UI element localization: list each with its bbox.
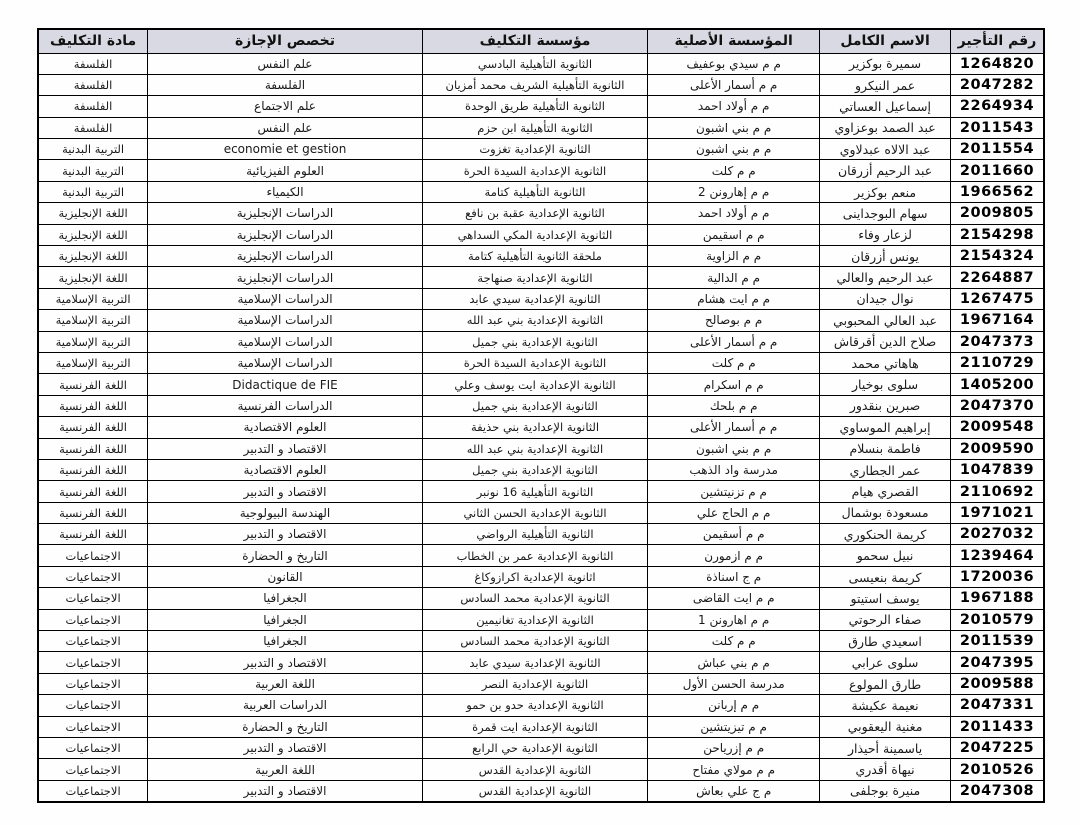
cell-original-institution: م م اهارونن 1 <box>648 609 820 630</box>
cell-full-name: نيهاة أقدري <box>820 759 951 780</box>
table-row <box>38 673 1044 694</box>
cell-full-name: سهام البوجداينى <box>820 203 951 224</box>
cell-reg-number: 2027032 <box>950 524 1044 545</box>
cell-assignment-institution: الثانوية الإعدادية تغانيمين <box>422 609 647 630</box>
table-row <box>38 74 1044 95</box>
cell-original-institution: م م الدالية <box>648 267 820 288</box>
cell-original-institution: م م ازمورن <box>648 545 820 566</box>
cell-assignment-institution: الثانوية التأهيلية طريق الوحدة <box>422 96 647 117</box>
cell-assignment-subject: الاجتماعيات <box>38 695 148 716</box>
cell-assignment-institution: ملحقة الثانوية التأهيلية كتامة <box>422 246 647 267</box>
cell-license-specialization: الدراسات الإنجليزية <box>148 224 423 245</box>
cell-full-name: نبيل سحمو <box>820 545 951 566</box>
cell-license-specialization: الاقتصاد و التدبير <box>148 780 423 801</box>
cell-full-name: عبد الالاه عبدلاوي <box>820 139 951 160</box>
cell-full-name: عبد الرحيم والعالي <box>820 267 951 288</box>
cell-reg-number: 1405200 <box>950 374 1044 395</box>
cell-reg-number: 2010579 <box>950 609 1044 630</box>
cell-assignment-subject: التربية البدنية <box>38 160 148 181</box>
cell-reg-number: 1264820 <box>950 53 1044 74</box>
table-row <box>38 695 1044 716</box>
cell-license-specialization: اللغة العربية <box>148 673 423 694</box>
cell-assignment-institution: الثانوية الإعدادية السيدة الحرة <box>422 352 647 373</box>
cell-full-name: يونس أزرقان <box>820 246 951 267</box>
cell-assignment-institution: الثانوية الإعدادية الحسن الثاني <box>422 502 647 523</box>
cell-assignment-institution: الثانوية الإعدادية القدس <box>422 759 647 780</box>
table-row <box>38 609 1044 630</box>
cell-assignment-subject: التربية البدنية <box>38 181 148 202</box>
column-header-reg-number: رقم التأجير <box>950 29 1044 53</box>
cell-assignment-subject: الاجتماعيات <box>38 716 148 737</box>
cell-original-institution: م م إزرياحن <box>648 738 820 759</box>
cell-original-institution: م م أسقيمن <box>648 524 820 545</box>
table-row <box>38 374 1044 395</box>
cell-assignment-subject: اللغة الفرنسية <box>38 374 148 395</box>
cell-assignment-subject: اللغة الفرنسية <box>38 459 148 480</box>
cell-license-specialization: التاريخ و الحضارة <box>148 545 423 566</box>
header-row <box>38 29 1044 53</box>
cell-full-name: عبد العالي المحبوبي <box>820 310 951 331</box>
cell-original-institution: م ج اسناذة <box>648 566 820 587</box>
cell-license-specialization: الدراسات الإنجليزية <box>148 203 423 224</box>
column-header-original-institution: المؤسسة الأصلية <box>648 29 820 53</box>
cell-assignment-institution: الثانوية الإعدادية بني جميل <box>422 395 647 416</box>
cell-original-institution: م م بلحك <box>648 395 820 416</box>
table-row <box>38 224 1044 245</box>
cell-assignment-institution: الثانوية الإعدادية بني عبد الله <box>422 438 647 459</box>
cell-assignment-institution: الثانوية الإعدادية بني جميل <box>422 331 647 352</box>
cell-full-name: منيرة بوجلفى <box>820 780 951 801</box>
cell-reg-number: 2009805 <box>950 203 1044 224</box>
cell-full-name: سميرة بوكزير <box>820 53 951 74</box>
cell-assignment-institution: الثانوية الإعدادية بني جميل <box>422 459 647 480</box>
cell-license-specialization: علم النفس <box>148 117 423 138</box>
column-header-full-name: الاسم الكامل <box>820 29 951 53</box>
cell-assignment-institution: الثانوية الإعدادية ايت يوسف وعلي <box>422 374 647 395</box>
cell-assignment-subject: اللغة الفرنسية <box>38 417 148 438</box>
cell-assignment-subject: الاجتماعيات <box>38 545 148 566</box>
cell-license-specialization: الاقتصاد و التدبير <box>148 438 423 459</box>
cell-license-specialization: الدراسات الإسلامية <box>148 310 423 331</box>
table-row <box>38 652 1044 673</box>
cell-assignment-institution: الثانوية الإعدادية السيدة الحرة <box>422 160 647 181</box>
cell-assignment-institution: الثانوية الإعدادية عمر بن الخطاب <box>422 545 647 566</box>
cell-reg-number: 2154324 <box>950 246 1044 267</box>
cell-assignment-institution: الثانوية الإعدادية سيدي عابد <box>422 288 647 309</box>
cell-reg-number: 2011554 <box>950 139 1044 160</box>
cell-assignment-subject: اللغة الإنجليزية <box>38 224 148 245</box>
cell-original-institution: م م بني اشبون <box>648 139 820 160</box>
cell-full-name: فاطمة بنسلام <box>820 438 951 459</box>
cell-full-name: نوال جيدان <box>820 288 951 309</box>
cell-full-name: القصري هيام <box>820 481 951 502</box>
cell-assignment-institution: الثانوية الإعدادية صنهاجة <box>422 267 647 288</box>
cell-assignment-subject: اللغة الإنجليزية <box>38 267 148 288</box>
cell-license-specialization: القانون <box>148 566 423 587</box>
cell-assignment-institution: الثانوية التأهيلية ابن حزم <box>422 117 647 138</box>
cell-license-specialization: العلوم الاقتصادية <box>148 459 423 480</box>
cell-license-specialization: الاقتصاد و التدبير <box>148 524 423 545</box>
table-row <box>38 246 1044 267</box>
cell-full-name: لزعار وفاء <box>820 224 951 245</box>
cell-license-specialization: الفلسفة <box>148 74 423 95</box>
cell-assignment-subject: التربية الإسلامية <box>38 288 148 309</box>
table-row <box>38 96 1044 117</box>
cell-license-specialization: الهندسة البيولوجية <box>148 502 423 523</box>
cell-original-institution: مدرسة واد الذهب <box>648 459 820 480</box>
cell-original-institution: م م سيدي بوعفيف <box>648 53 820 74</box>
cell-full-name: طارق المولوع <box>820 673 951 694</box>
cell-original-institution: م م أولاد احمد <box>648 203 820 224</box>
table-row <box>38 117 1044 138</box>
cell-license-specialization: الجغرافيا <box>148 588 423 609</box>
cell-full-name: منعم بوكزير <box>820 181 951 202</box>
cell-original-institution: م م الزاوية <box>648 246 820 267</box>
cell-assignment-institution: الثانوية التأهيلية كتامة <box>422 181 647 202</box>
cell-assignment-subject: اللغة الإنجليزية <box>38 246 148 267</box>
table-row <box>38 459 1044 480</box>
cell-full-name: صلاح الدين أقرقاش <box>820 331 951 352</box>
cell-assignment-subject: اللغة الإنجليزية <box>38 203 148 224</box>
cell-original-institution: م م مولاي مفتاح <box>648 759 820 780</box>
cell-original-institution: م م أسمار الأعلى <box>648 417 820 438</box>
cell-reg-number: 2009548 <box>950 417 1044 438</box>
cell-reg-number: 2047373 <box>950 331 1044 352</box>
cell-license-specialization: الدراسات الفرنسية <box>148 395 423 416</box>
cell-assignment-subject: اللغة الفرنسية <box>38 438 148 459</box>
cell-original-institution: م م ايت هشام <box>648 288 820 309</box>
cell-full-name: اسعيدي طارق <box>820 631 951 652</box>
cell-reg-number: 2047395 <box>950 652 1044 673</box>
cell-original-institution: م م أسمار الأعلى <box>648 331 820 352</box>
cell-assignment-subject: الاجتماعيات <box>38 759 148 780</box>
cell-original-institution: م م بني اشبون <box>648 117 820 138</box>
cell-reg-number: 2154298 <box>950 224 1044 245</box>
cell-license-specialization: الجغرافيا <box>148 609 423 630</box>
column-header-assignment-subject: مادة التكليف <box>38 29 148 53</box>
cell-reg-number: 2011543 <box>950 117 1044 138</box>
cell-reg-number: 2011433 <box>950 716 1044 737</box>
cell-full-name: ياسمينة أحيذار <box>820 738 951 759</box>
cell-reg-number: 1966562 <box>950 181 1044 202</box>
cell-reg-number: 2047282 <box>950 74 1044 95</box>
cell-original-institution: مدرسة الحسن الأول <box>648 673 820 694</box>
cell-license-specialization: economie et gestion <box>148 139 423 160</box>
cell-assignment-subject: الاجتماعيات <box>38 652 148 673</box>
cell-full-name: إبراهيم الموساوي <box>820 417 951 438</box>
cell-reg-number: 1971021 <box>950 502 1044 523</box>
cell-license-specialization: الاقتصاد و التدبير <box>148 738 423 759</box>
cell-reg-number: 1720036 <box>950 566 1044 587</box>
cell-assignment-subject: اللغة الفرنسية <box>38 524 148 545</box>
cell-assignment-institution: الثانوية الإعدادية سيدي عابد <box>422 652 647 673</box>
cell-reg-number: 2047308 <box>950 780 1044 801</box>
table-row <box>38 481 1044 502</box>
cell-assignment-subject: الاجتماعيات <box>38 631 148 652</box>
cell-full-name: هاهاتي محمد <box>820 352 951 373</box>
table-row <box>38 331 1044 352</box>
cell-original-institution: م م أسمار الأعلى <box>648 74 820 95</box>
cell-license-specialization: الاقتصاد و التدبير <box>148 652 423 673</box>
teacher-assignment-table <box>37 28 1045 803</box>
table-row <box>38 738 1044 759</box>
cell-original-institution: م م بوصالح <box>648 310 820 331</box>
cell-assignment-subject: الفلسفة <box>38 74 148 95</box>
cell-assignment-institution: الثانوية الإعدادية عقبة بن نافع <box>422 203 647 224</box>
cell-reg-number: 2110692 <box>950 481 1044 502</box>
cell-original-institution: م م تيزيتشين <box>648 716 820 737</box>
cell-original-institution: م م اسكرام <box>648 374 820 395</box>
cell-license-specialization: العلوم الاقتصادية <box>148 417 423 438</box>
cell-original-institution: م م كلت <box>648 631 820 652</box>
cell-reg-number: 1967188 <box>950 588 1044 609</box>
cell-full-name: نعيمة عكيشة <box>820 695 951 716</box>
cell-full-name: عبد الصمد بوعزاوي <box>820 117 951 138</box>
cell-license-specialization: الدراسات الإسلامية <box>148 288 423 309</box>
cell-assignment-institution: الثانوية الإعدادية بني عبد الله <box>422 310 647 331</box>
table-row <box>38 181 1044 202</box>
table-row <box>38 759 1044 780</box>
cell-license-specialization: الدراسات العربية <box>148 695 423 716</box>
cell-reg-number: 2047331 <box>950 695 1044 716</box>
cell-assignment-subject: التربية الإسلامية <box>38 331 148 352</box>
table-row <box>38 139 1044 160</box>
cell-assignment-institution: الثانوية الإعدادية ايت قمرة <box>422 716 647 737</box>
cell-full-name: مغنية اليعقوبي <box>820 716 951 737</box>
cell-full-name: سلوى عرابي <box>820 652 951 673</box>
cell-full-name: كريمة بنعيسى <box>820 566 951 587</box>
cell-assignment-institution: الثانوية الإعدادية تغزوت <box>422 139 647 160</box>
column-header-license-specialization: تخصص الإجازة <box>148 29 423 53</box>
cell-assignment-institution: الثانوية التأهيلية الرواضي <box>422 524 647 545</box>
cell-original-institution: م ج علي بعاش <box>648 780 820 801</box>
cell-assignment-institution: اثانوية الإعدادية اكرازوكاغ <box>422 566 647 587</box>
cell-original-institution: م م الحاج علي <box>648 502 820 523</box>
cell-license-specialization: الدراسات الإنجليزية <box>148 246 423 267</box>
cell-assignment-institution: الثانوية الإعدادية محمد السادس <box>422 588 647 609</box>
table-row <box>38 524 1044 545</box>
cell-assignment-subject: الاجتماعيات <box>38 673 148 694</box>
cell-reg-number: 2110729 <box>950 352 1044 373</box>
cell-assignment-institution: الثانوية الإعدادية المكي السداهي <box>422 224 647 245</box>
table-row <box>38 588 1044 609</box>
cell-reg-number: 2047370 <box>950 395 1044 416</box>
cell-original-institution: م م بني عباش <box>648 652 820 673</box>
cell-original-institution: م م كلت <box>648 352 820 373</box>
cell-license-specialization: الدراسات الإسلامية <box>148 331 423 352</box>
cell-assignment-subject: الفلسفة <box>38 96 148 117</box>
cell-assignment-subject: الاجتماعيات <box>38 609 148 630</box>
cell-full-name: كريمة الحنكوري <box>820 524 951 545</box>
cell-assignment-institution: الثانوية الإعدادية حدو بن حمو <box>422 695 647 716</box>
cell-reg-number: 2009590 <box>950 438 1044 459</box>
cell-assignment-institution: الثانوية الإعدادية حي الرابع <box>422 738 647 759</box>
cell-full-name: صبرين بنقدور <box>820 395 951 416</box>
cell-original-institution: م م اسقيمن <box>648 224 820 245</box>
cell-original-institution: م م إهارونن 2 <box>648 181 820 202</box>
cell-assignment-institution: الثانوية التأهيلية الشريف محمد أمزيان <box>422 74 647 95</box>
table-row <box>38 631 1044 652</box>
cell-reg-number: 2010526 <box>950 759 1044 780</box>
cell-original-institution: م م تزنيتشين <box>648 481 820 502</box>
table-row <box>38 160 1044 181</box>
cell-license-specialization: اللغة العربية <box>148 759 423 780</box>
cell-reg-number: 2011539 <box>950 631 1044 652</box>
cell-assignment-institution: الثانوية التأهيلية البادسي <box>422 53 647 74</box>
cell-full-name: عمر النيكرو <box>820 74 951 95</box>
cell-assignment-subject: اللغة الفرنسية <box>38 502 148 523</box>
cell-original-institution: م م إربانن <box>648 695 820 716</box>
cell-license-specialization: العلوم الفيزيائية <box>148 160 423 181</box>
cell-assignment-subject: اللغة الفرنسية <box>38 395 148 416</box>
table-row <box>38 53 1044 74</box>
cell-full-name: يوسف استيتو <box>820 588 951 609</box>
cell-assignment-subject: الاجتماعيات <box>38 780 148 801</box>
cell-license-specialization: الجغرافيا <box>148 631 423 652</box>
cell-full-name: سلوى بوخيار <box>820 374 951 395</box>
cell-license-specialization: Didactique de FIE <box>148 374 423 395</box>
cell-original-institution: م م كلت <box>648 160 820 181</box>
cell-full-name: صفاء الرحوتي <box>820 609 951 630</box>
table-row <box>38 545 1044 566</box>
cell-assignment-institution: الثانوية الإعدادية محمد السادس <box>422 631 647 652</box>
cell-reg-number: 1267475 <box>950 288 1044 309</box>
cell-assignment-subject: الفلسفة <box>38 117 148 138</box>
table-row <box>38 502 1044 523</box>
cell-full-name: مسعودة بوشمال <box>820 502 951 523</box>
cell-reg-number: 2011660 <box>950 160 1044 181</box>
cell-assignment-institution: الثانوية الإعدادية بني حذيفة <box>422 417 647 438</box>
table-row <box>38 716 1044 737</box>
table-row <box>38 438 1044 459</box>
cell-assignment-subject: الاجتماعيات <box>38 738 148 759</box>
cell-license-specialization: الاقتصاد و التدبير <box>148 481 423 502</box>
cell-reg-number: 1967164 <box>950 310 1044 331</box>
cell-license-specialization: التاريخ و الحضارة <box>148 716 423 737</box>
cell-original-institution: م م ايت القاضى <box>648 588 820 609</box>
cell-reg-number: 2264887 <box>950 267 1044 288</box>
table-row <box>38 780 1044 801</box>
cell-original-institution: م م بني اشبون <box>648 438 820 459</box>
table-body <box>38 53 1044 802</box>
cell-assignment-subject: اللغة الفرنسية <box>38 481 148 502</box>
cell-assignment-subject: التربية الإسلامية <box>38 352 148 373</box>
table-row <box>38 566 1044 587</box>
cell-full-name: إسماعيل العساتي <box>820 96 951 117</box>
cell-reg-number: 1239464 <box>950 545 1044 566</box>
cell-reg-number: 2047225 <box>950 738 1044 759</box>
cell-assignment-subject: الفلسفة <box>38 53 148 74</box>
cell-assignment-institution: الثانوية الإعدادية القدس <box>422 780 647 801</box>
table-row <box>38 203 1044 224</box>
table-row <box>38 310 1044 331</box>
column-header-assignment-institution: مؤسسة التكليف <box>422 29 647 53</box>
cell-full-name: عمر الجطاري <box>820 459 951 480</box>
cell-reg-number: 1047839 <box>950 459 1044 480</box>
cell-license-specialization: الدراسات الإسلامية <box>148 352 423 373</box>
cell-original-institution: م م أولاد احمد <box>648 96 820 117</box>
cell-assignment-subject: التربية البدنية <box>38 139 148 160</box>
cell-full-name: عبد الرحيم أزرقان <box>820 160 951 181</box>
cell-license-specialization: علم النفس <box>148 53 423 74</box>
cell-license-specialization: علم الاجتماع <box>148 96 423 117</box>
cell-reg-number: 2009588 <box>950 673 1044 694</box>
cell-assignment-institution: الثانوية التأهيلية 16 نونبر <box>422 481 647 502</box>
cell-license-specialization: الكيمياء <box>148 181 423 202</box>
cell-assignment-subject: الاجتماعيات <box>38 588 148 609</box>
cell-reg-number: 2264934 <box>950 96 1044 117</box>
table-row <box>38 288 1044 309</box>
cell-license-specialization: الدراسات الإنجليزية <box>148 267 423 288</box>
cell-assignment-subject: الاجتماعيات <box>38 566 148 587</box>
cell-assignment-institution: الثانوية الإعدادية النصر <box>422 673 647 694</box>
table-row <box>38 267 1044 288</box>
table-row <box>38 352 1044 373</box>
table-row <box>38 417 1044 438</box>
cell-assignment-subject: التربية الإسلامية <box>38 310 148 331</box>
table-row <box>38 395 1044 416</box>
